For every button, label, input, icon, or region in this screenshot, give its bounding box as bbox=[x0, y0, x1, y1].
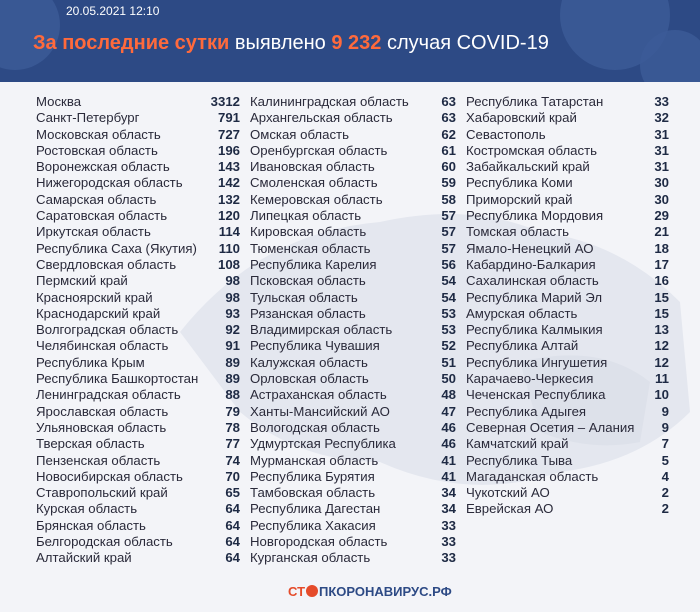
region-row bbox=[250, 273, 456, 289]
region-row bbox=[250, 306, 456, 322]
virus-icon bbox=[306, 585, 318, 597]
region-count: 30 bbox=[654, 191, 669, 207]
region-count: 3312 bbox=[210, 94, 240, 109]
region-name: Новгородская область bbox=[250, 534, 388, 550]
region-count: 98 bbox=[225, 289, 240, 305]
region-row bbox=[466, 192, 669, 208]
region-count: 120 bbox=[217, 208, 240, 224]
region-count: 110 bbox=[218, 240, 240, 256]
region-name: Алтайский край bbox=[36, 550, 132, 566]
region-row bbox=[36, 306, 240, 322]
region-row bbox=[36, 387, 240, 403]
region-name: Пермский край bbox=[36, 273, 128, 289]
region-name: Курганская область bbox=[250, 550, 371, 566]
region-row bbox=[36, 550, 240, 566]
region-count: 89 bbox=[225, 371, 240, 387]
region-count: 57 bbox=[441, 240, 456, 256]
region-name: Магаданская область bbox=[466, 468, 599, 484]
region-count: 114 bbox=[218, 224, 240, 240]
region-row bbox=[466, 355, 669, 371]
region-count: 48 bbox=[441, 387, 456, 403]
region-count: 41 bbox=[441, 468, 456, 484]
region-row bbox=[36, 192, 240, 208]
region-name: Северная Осетия – Алания bbox=[466, 419, 635, 435]
region-name: Тюменская область bbox=[250, 240, 371, 256]
region-name: Ханты-Мансийский АО bbox=[250, 403, 390, 419]
region-count: 78 bbox=[225, 419, 240, 435]
region-row bbox=[36, 273, 240, 289]
region-row bbox=[466, 224, 669, 240]
region-count: 77 bbox=[225, 436, 240, 452]
region-count: 18 bbox=[654, 240, 669, 256]
region-name: Республика Ингушетия bbox=[466, 354, 608, 370]
region-row bbox=[250, 371, 456, 387]
region-name: Костромская область bbox=[466, 142, 598, 158]
region-count: 791 bbox=[217, 110, 240, 126]
region-row bbox=[36, 224, 240, 240]
region-row bbox=[36, 208, 240, 224]
region-name: Астраханская область bbox=[250, 387, 387, 403]
region-row bbox=[466, 241, 669, 257]
region-name: Тамбовская область bbox=[250, 485, 376, 501]
region-count: 15 bbox=[654, 289, 669, 305]
region-count: 53 bbox=[441, 305, 456, 321]
region-row bbox=[250, 518, 456, 534]
region-count: 33 bbox=[441, 517, 456, 533]
region-name: Ставропольский край bbox=[36, 485, 168, 501]
region-row bbox=[466, 273, 669, 289]
date-timestamp: 20.05.2021 12:10 bbox=[66, 4, 160, 18]
region-count: 47 bbox=[441, 403, 456, 419]
region-row bbox=[250, 322, 456, 338]
region-count: 31 bbox=[654, 159, 669, 175]
region-row bbox=[36, 110, 240, 126]
region-row bbox=[466, 175, 669, 191]
region-count: 64 bbox=[225, 534, 240, 550]
region-name: Нижегородская область bbox=[36, 175, 183, 191]
region-name: Белгородская область bbox=[36, 534, 173, 550]
region-name: Удмуртская Республика bbox=[250, 436, 396, 452]
region-name: Забайкальский край bbox=[466, 159, 590, 175]
region-name: Тульская область bbox=[250, 289, 358, 305]
region-row bbox=[250, 550, 456, 566]
region-count: 33 bbox=[654, 94, 669, 109]
region-count: 32 bbox=[654, 110, 669, 126]
region-name: Хабаровский край bbox=[466, 110, 577, 126]
region-name: Свердловская область bbox=[36, 256, 177, 272]
header-banner bbox=[0, 0, 700, 82]
region-name: Республика Мордовия bbox=[466, 208, 604, 224]
region-row bbox=[250, 143, 456, 159]
region-row bbox=[36, 355, 240, 371]
region-row bbox=[36, 371, 240, 387]
region-count: 63 bbox=[441, 110, 456, 126]
region-row bbox=[36, 159, 240, 175]
region-name: Ивановская область bbox=[250, 159, 375, 175]
region-name: Ростовская область bbox=[36, 142, 158, 158]
region-name: Саратовская область bbox=[36, 208, 168, 224]
region-row bbox=[466, 420, 669, 436]
region-row bbox=[250, 387, 456, 403]
region-column-2 bbox=[250, 94, 456, 567]
region-name: Республика Башкортостан bbox=[36, 371, 199, 387]
region-name: Брянская область bbox=[36, 517, 146, 533]
region-count: 108 bbox=[217, 256, 240, 272]
region-row bbox=[36, 175, 240, 191]
region-count: 57 bbox=[441, 224, 456, 240]
region-row bbox=[36, 290, 240, 306]
region-count: 57 bbox=[441, 208, 456, 224]
region-count: 10 bbox=[654, 387, 669, 403]
region-name: Курская область bbox=[36, 501, 138, 517]
region-name: Республика Коми bbox=[466, 175, 573, 191]
region-name: Сахалинская область bbox=[466, 273, 599, 289]
region-count: 196 bbox=[217, 142, 240, 158]
region-count: 16 bbox=[654, 273, 669, 289]
region-count: 91 bbox=[225, 338, 240, 354]
region-row bbox=[466, 322, 669, 338]
region-row bbox=[466, 453, 669, 469]
region-count: 31 bbox=[654, 142, 669, 158]
region-row bbox=[466, 469, 669, 485]
region-row bbox=[250, 404, 456, 420]
region-name: Кировская область bbox=[250, 224, 367, 240]
region-name: Еврейская АО bbox=[466, 501, 554, 517]
region-name: Республика Саха (Якутия) bbox=[36, 240, 197, 256]
region-name: Камчатский край bbox=[466, 436, 569, 452]
region-count: 52 bbox=[441, 338, 456, 354]
region-count: 61 bbox=[441, 142, 456, 158]
region-row bbox=[36, 453, 240, 469]
region-count: 60 bbox=[441, 159, 456, 175]
region-name: Республика Калмыкия bbox=[466, 322, 603, 338]
region-row bbox=[466, 257, 669, 273]
region-count: 54 bbox=[441, 289, 456, 305]
region-count: 132 bbox=[217, 191, 240, 207]
region-name: Республика Дагестан bbox=[250, 501, 381, 517]
region-count: 33 bbox=[441, 534, 456, 550]
region-count: 2 bbox=[661, 485, 669, 501]
region-name: Оренбургская область bbox=[250, 142, 388, 158]
region-name: Владимирская область bbox=[250, 322, 393, 338]
region-row bbox=[250, 453, 456, 469]
region-row bbox=[466, 110, 669, 126]
region-count: 2 bbox=[661, 501, 669, 517]
region-count: 53 bbox=[441, 322, 456, 338]
region-row bbox=[250, 224, 456, 240]
region-name: Самарская область bbox=[36, 191, 157, 207]
region-column-3 bbox=[466, 94, 669, 518]
region-row bbox=[36, 404, 240, 420]
region-name: Мурманская область bbox=[250, 452, 379, 468]
region-row bbox=[250, 469, 456, 485]
region-row bbox=[36, 485, 240, 501]
region-row bbox=[466, 159, 669, 175]
region-row bbox=[466, 404, 669, 420]
region-name: Республика Чувашия bbox=[250, 338, 380, 354]
region-name: Ульяновская область bbox=[36, 419, 167, 435]
region-name: Калининградская область bbox=[250, 94, 409, 109]
region-name: Красноярский край bbox=[36, 289, 153, 305]
region-row bbox=[250, 501, 456, 517]
region-count: 62 bbox=[441, 126, 456, 142]
headline bbox=[33, 32, 549, 55]
region-count: 11 bbox=[655, 371, 669, 387]
region-count: 13 bbox=[654, 322, 669, 338]
region-row bbox=[36, 469, 240, 485]
region-row bbox=[466, 501, 669, 517]
region-count: 59 bbox=[441, 175, 456, 191]
region-name: Санкт-Петербург bbox=[36, 110, 140, 126]
region-row bbox=[466, 387, 669, 403]
region-name: Чеченская Республика bbox=[466, 387, 606, 403]
region-row bbox=[466, 371, 669, 387]
headline-count: 9 232 bbox=[331, 32, 382, 54]
region-name: Карачаево-Черкесия bbox=[466, 371, 594, 387]
region-count: 65 bbox=[225, 485, 240, 501]
region-row bbox=[250, 485, 456, 501]
region-name: Республика Хакасия bbox=[250, 517, 376, 533]
region-name: Челябинская область bbox=[36, 338, 169, 354]
region-name: Севастополь bbox=[466, 126, 546, 142]
brand-logo bbox=[288, 584, 452, 599]
region-name: Орловская область bbox=[250, 371, 369, 387]
region-count: 56 bbox=[441, 256, 456, 272]
region-count: 64 bbox=[225, 517, 240, 533]
region-name: Новосибирская область bbox=[36, 468, 183, 484]
region-row bbox=[466, 436, 669, 452]
region-count: 46 bbox=[441, 436, 456, 452]
region-row bbox=[36, 322, 240, 338]
region-row bbox=[250, 94, 456, 110]
region-count: 9 bbox=[661, 403, 669, 419]
region-count: 79 bbox=[225, 403, 240, 419]
region-name: Республика Марий Эл bbox=[466, 289, 603, 305]
region-row bbox=[466, 306, 669, 322]
region-count: 70 bbox=[225, 468, 240, 484]
region-count: 93 bbox=[225, 305, 240, 321]
region-row bbox=[36, 420, 240, 436]
region-count: 727 bbox=[217, 126, 240, 142]
region-count: 31 bbox=[654, 126, 669, 142]
region-name: Волгоградская область bbox=[36, 322, 179, 338]
region-name: Смоленская область bbox=[250, 175, 378, 191]
region-count: 51 bbox=[441, 354, 456, 370]
region-row bbox=[250, 420, 456, 436]
footer bbox=[0, 574, 700, 612]
region-count: 46 bbox=[441, 419, 456, 435]
region-count: 92 bbox=[225, 322, 240, 338]
region-name: Рязанская область bbox=[250, 305, 366, 321]
region-row bbox=[250, 355, 456, 371]
region-count: 33 bbox=[441, 550, 456, 566]
region-name: Кемеровская область bbox=[250, 191, 383, 207]
region-name: Липецкая область bbox=[250, 208, 362, 224]
region-row bbox=[250, 534, 456, 550]
region-count: 7 bbox=[661, 436, 669, 452]
region-name: Республика Тыва bbox=[466, 452, 573, 468]
region-name: Москва bbox=[36, 94, 82, 109]
region-row bbox=[250, 241, 456, 257]
brand-right: ПКОРОНАВИРУС.РФ bbox=[319, 584, 452, 599]
region-name: Кабардино-Балкария bbox=[466, 256, 596, 272]
region-row bbox=[466, 485, 669, 501]
region-row bbox=[36, 143, 240, 159]
region-column-1 bbox=[36, 94, 240, 567]
region-row bbox=[466, 208, 669, 224]
region-name: Псковская область bbox=[250, 273, 366, 289]
region-row bbox=[250, 159, 456, 175]
region-row bbox=[250, 338, 456, 354]
region-name: Республика Карелия bbox=[250, 256, 377, 272]
region-name: Приморский край bbox=[466, 191, 573, 207]
region-name: Томская область bbox=[466, 224, 570, 240]
region-name: Республика Бурятия bbox=[250, 468, 375, 484]
region-row bbox=[36, 338, 240, 354]
region-row bbox=[466, 94, 669, 110]
region-count: 64 bbox=[225, 501, 240, 517]
region-count: 12 bbox=[654, 354, 669, 370]
region-name: Республика Алтай bbox=[466, 338, 579, 354]
region-row bbox=[36, 436, 240, 452]
region-row bbox=[36, 501, 240, 517]
region-row bbox=[250, 436, 456, 452]
region-count: 64 bbox=[225, 550, 240, 566]
region-row bbox=[36, 257, 240, 273]
region-count: 89 bbox=[225, 354, 240, 370]
region-count: 9 bbox=[661, 419, 669, 435]
region-row bbox=[250, 110, 456, 126]
region-name: Ярославская область bbox=[36, 403, 169, 419]
region-name: Воронежская область bbox=[36, 159, 170, 175]
region-name: Пензенская область bbox=[36, 452, 161, 468]
region-row bbox=[36, 241, 240, 257]
region-row bbox=[250, 175, 456, 191]
region-count: 50 bbox=[441, 371, 456, 387]
region-name: Вологодская область bbox=[250, 419, 380, 435]
region-row bbox=[36, 94, 240, 110]
region-count: 88 bbox=[225, 387, 240, 403]
headline-text: выявлено bbox=[229, 32, 332, 54]
region-name: Калужская область bbox=[250, 354, 368, 370]
region-row bbox=[36, 127, 240, 143]
headline-accent: За последние сутки bbox=[33, 32, 230, 54]
region-row bbox=[466, 290, 669, 306]
region-name: Омская область bbox=[250, 126, 349, 142]
region-name: Республика Крым bbox=[36, 354, 145, 370]
region-count: 29 bbox=[654, 208, 669, 224]
region-name: Краснодарский край bbox=[36, 305, 161, 321]
region-name: Республика Адыгея bbox=[466, 403, 587, 419]
region-row bbox=[250, 192, 456, 208]
region-count: 17 bbox=[654, 256, 669, 272]
region-count: 74 bbox=[225, 452, 240, 468]
region-count: 4 bbox=[661, 468, 669, 484]
region-count: 41 bbox=[441, 452, 456, 468]
region-name: Республика Татарстан bbox=[466, 94, 604, 109]
region-name: Чукотский АО bbox=[466, 485, 550, 501]
region-count: 15 bbox=[654, 305, 669, 321]
region-count: 142 bbox=[217, 175, 240, 191]
brand-left: СТ bbox=[288, 584, 306, 599]
region-row bbox=[250, 257, 456, 273]
region-row bbox=[36, 518, 240, 534]
region-row bbox=[250, 290, 456, 306]
region-count: 63 bbox=[441, 94, 456, 109]
region-row bbox=[250, 208, 456, 224]
region-name: Архангельская область bbox=[250, 110, 393, 126]
region-name: Ямало-Ненецкий АО bbox=[466, 240, 594, 256]
region-count: 34 bbox=[441, 485, 456, 501]
region-count: 12 bbox=[654, 338, 669, 354]
region-row bbox=[466, 127, 669, 143]
region-row bbox=[250, 127, 456, 143]
region-count: 21 bbox=[654, 224, 669, 240]
region-count: 30 bbox=[654, 175, 669, 191]
region-name: Тверская область bbox=[36, 436, 145, 452]
region-row bbox=[36, 534, 240, 550]
headline-tail: случая COVID-19 bbox=[381, 32, 549, 54]
region-count: 98 bbox=[225, 273, 240, 289]
region-name: Амурская область bbox=[466, 305, 578, 321]
region-count: 54 bbox=[441, 273, 456, 289]
region-row bbox=[466, 143, 669, 159]
region-name: Московская область bbox=[36, 126, 161, 142]
region-name: Иркутская область bbox=[36, 224, 151, 240]
region-name: Ленинградская область bbox=[36, 387, 181, 403]
region-row bbox=[466, 338, 669, 354]
region-count: 5 bbox=[661, 452, 669, 468]
region-count: 34 bbox=[441, 501, 456, 517]
region-count: 58 bbox=[441, 191, 456, 207]
region-count: 143 bbox=[217, 159, 240, 175]
